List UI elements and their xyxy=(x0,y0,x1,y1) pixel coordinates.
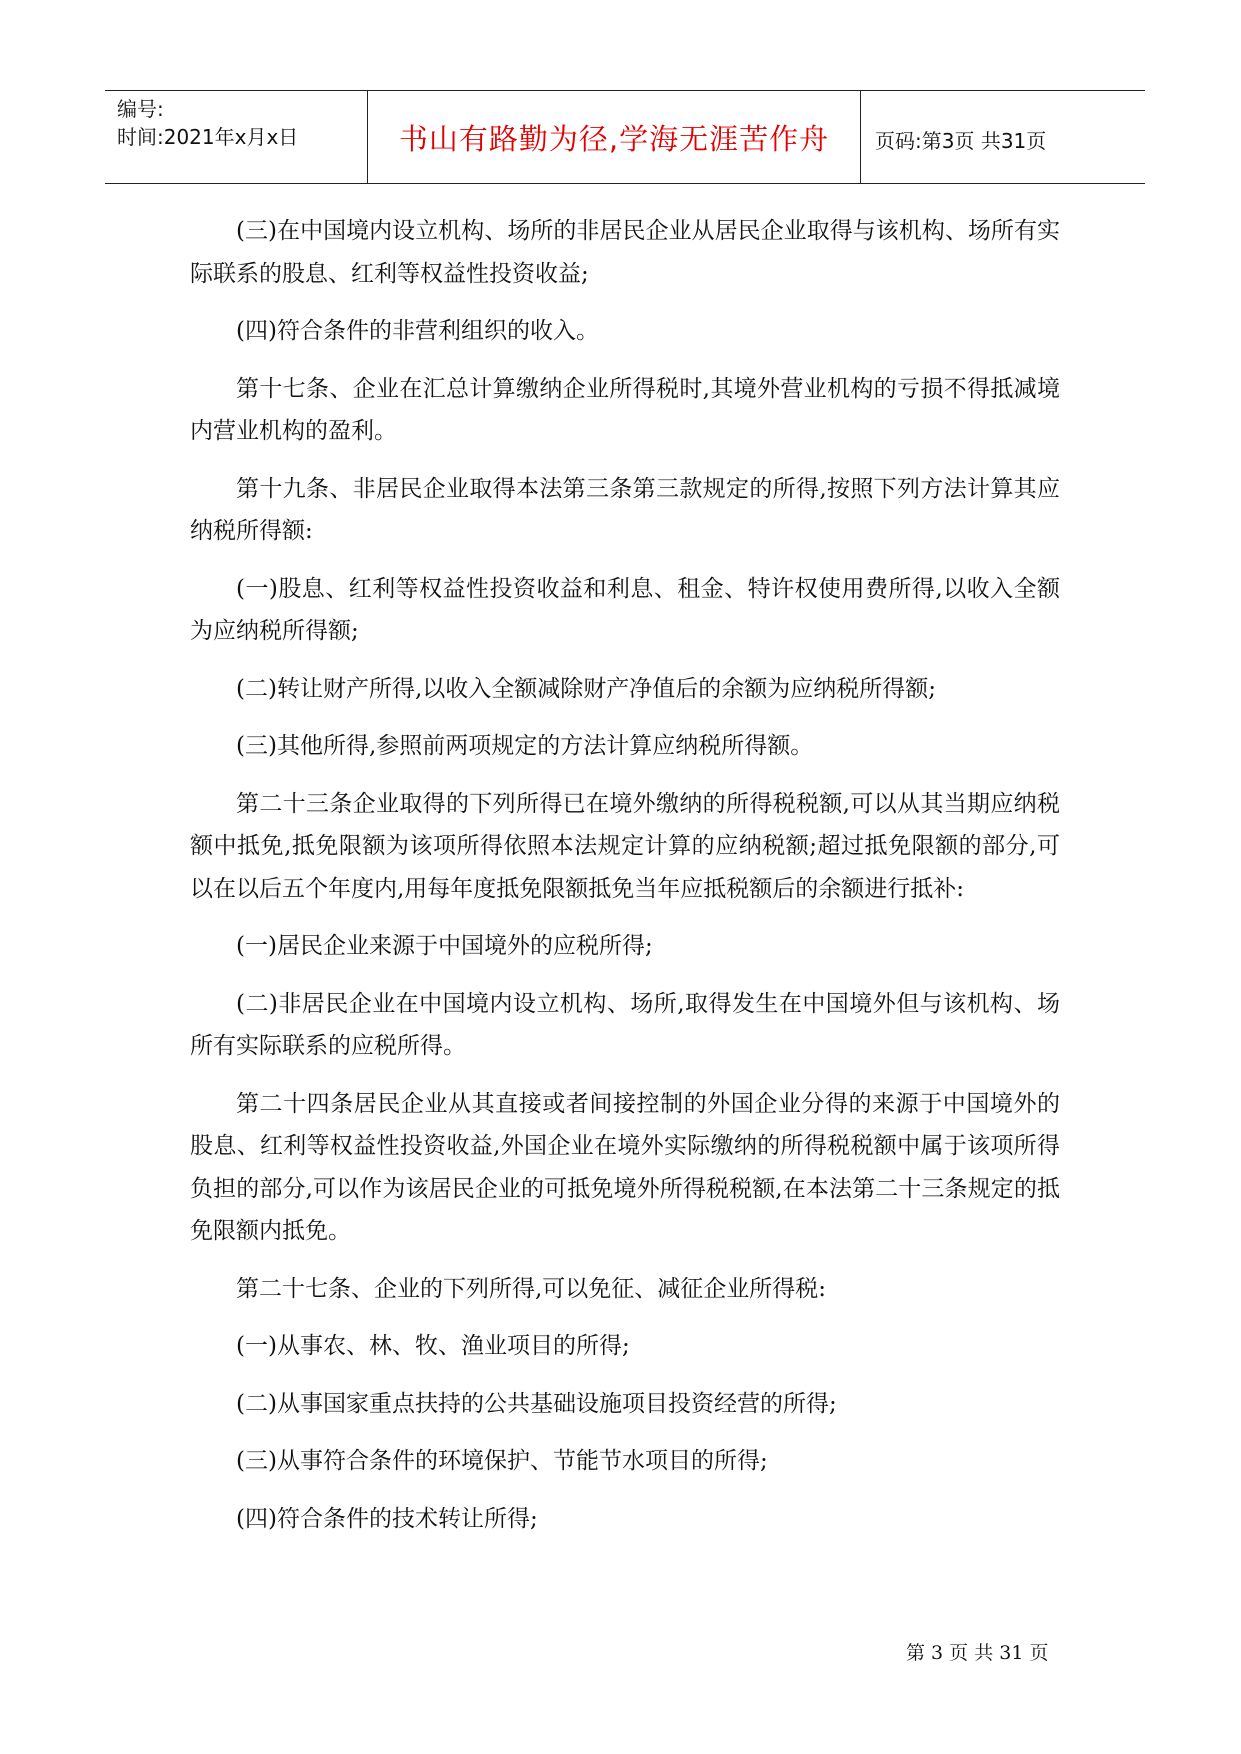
body-paragraph: (三)从事符合条件的环境保护、节能节水项目的所得; xyxy=(236,1448,768,1474)
header-middle-cell xyxy=(368,91,861,183)
header-right-cell xyxy=(861,91,1145,183)
body-paragraph: (二)从事国家重点扶持的公共基础设施项目投资经营的所得; xyxy=(236,1390,837,1417)
header-page-number: 页码:第3页 共31页 xyxy=(875,129,1047,153)
document-time-label: 时间:2021年x月x日 xyxy=(117,125,299,149)
body-paragraph: (四)符合条件的技术转让所得; xyxy=(236,1505,538,1532)
body-paragraph: (一)股息、红利等权益性投资收益和利息、租金、特许权使用费所得,以收入全额为应纳税所得额; xyxy=(190,575,1060,644)
body-paragraph: (二)非居民企业在中国境内设立机构、场所,取得发生在中国境外但与该机构、场所有实际联系的应税所得。 xyxy=(190,990,1060,1059)
page-header xyxy=(105,90,1145,184)
document-code-label: 编号: xyxy=(117,97,164,121)
header-left-cell xyxy=(105,91,368,183)
body-paragraph: (三)在中国境内设立机构、场所的非居民企业从居民企业取得与该机构、场所有实际联系的股息、红利等权益性投资收益; xyxy=(190,218,1060,287)
body-paragraph: 第二十三条企业取得的下列所得已在境外缴纳的所得税税额,可以从其当期应纳税额中抵免,抵免限额为该项所得依照本法规定计算的应纳税额;超过抵免限额的部分,可以在以后五个年度内,用每年度抵免限额抵免当年应抵税额后的余额进行抵补: xyxy=(190,790,1060,902)
body-paragraph: 第十九条、非居民企业取得本法第三条第三款规定的所得,按照下列方法计算其应纳税所得额: xyxy=(190,475,1060,544)
body-paragraph: (二)转让财产所得,以收入全额减除财产净值后的余额为应纳税所得额; xyxy=(236,675,937,702)
body-paragraph: 第十七条、企业在汇总计算缴纳企业所得税时,其境外营业机构的亏损不得抵减境内营业机构的盈利。 xyxy=(190,375,1060,444)
page-footer-number: 第 3 页 共 31 页 xyxy=(906,1642,1049,1664)
body-paragraph: (三)其他所得,参照前两项规定的方法计算应纳税所得额。 xyxy=(236,733,814,759)
body-paragraph: (一)居民企业来源于中国境外的应税所得; xyxy=(236,933,653,959)
document-body xyxy=(190,210,1060,1555)
body-paragraph: (四)符合条件的非营利组织的收入。 xyxy=(236,318,599,344)
body-paragraph: 第二十七条、企业的下列所得,可以免征、减征企业所得税: xyxy=(236,1275,827,1302)
body-paragraph: (一)从事农、林、牧、渔业项目的所得; xyxy=(236,1333,630,1359)
body-paragraph: 第二十四条居民企业从其直接或者间接控制的外国企业分得的来源于中国境外的股息、红利等权益性投资收益,外国企业在境外实际缴纳的所得税税额中属于该项所得负担的部分,可以作为该居民企业的可抵免境外所得税税额,在本法第二十三条规定的抵免限额内抵免。 xyxy=(190,1090,1060,1244)
header-motto: 书山有路勤为径,学海无涯苦作舟 xyxy=(398,122,830,156)
